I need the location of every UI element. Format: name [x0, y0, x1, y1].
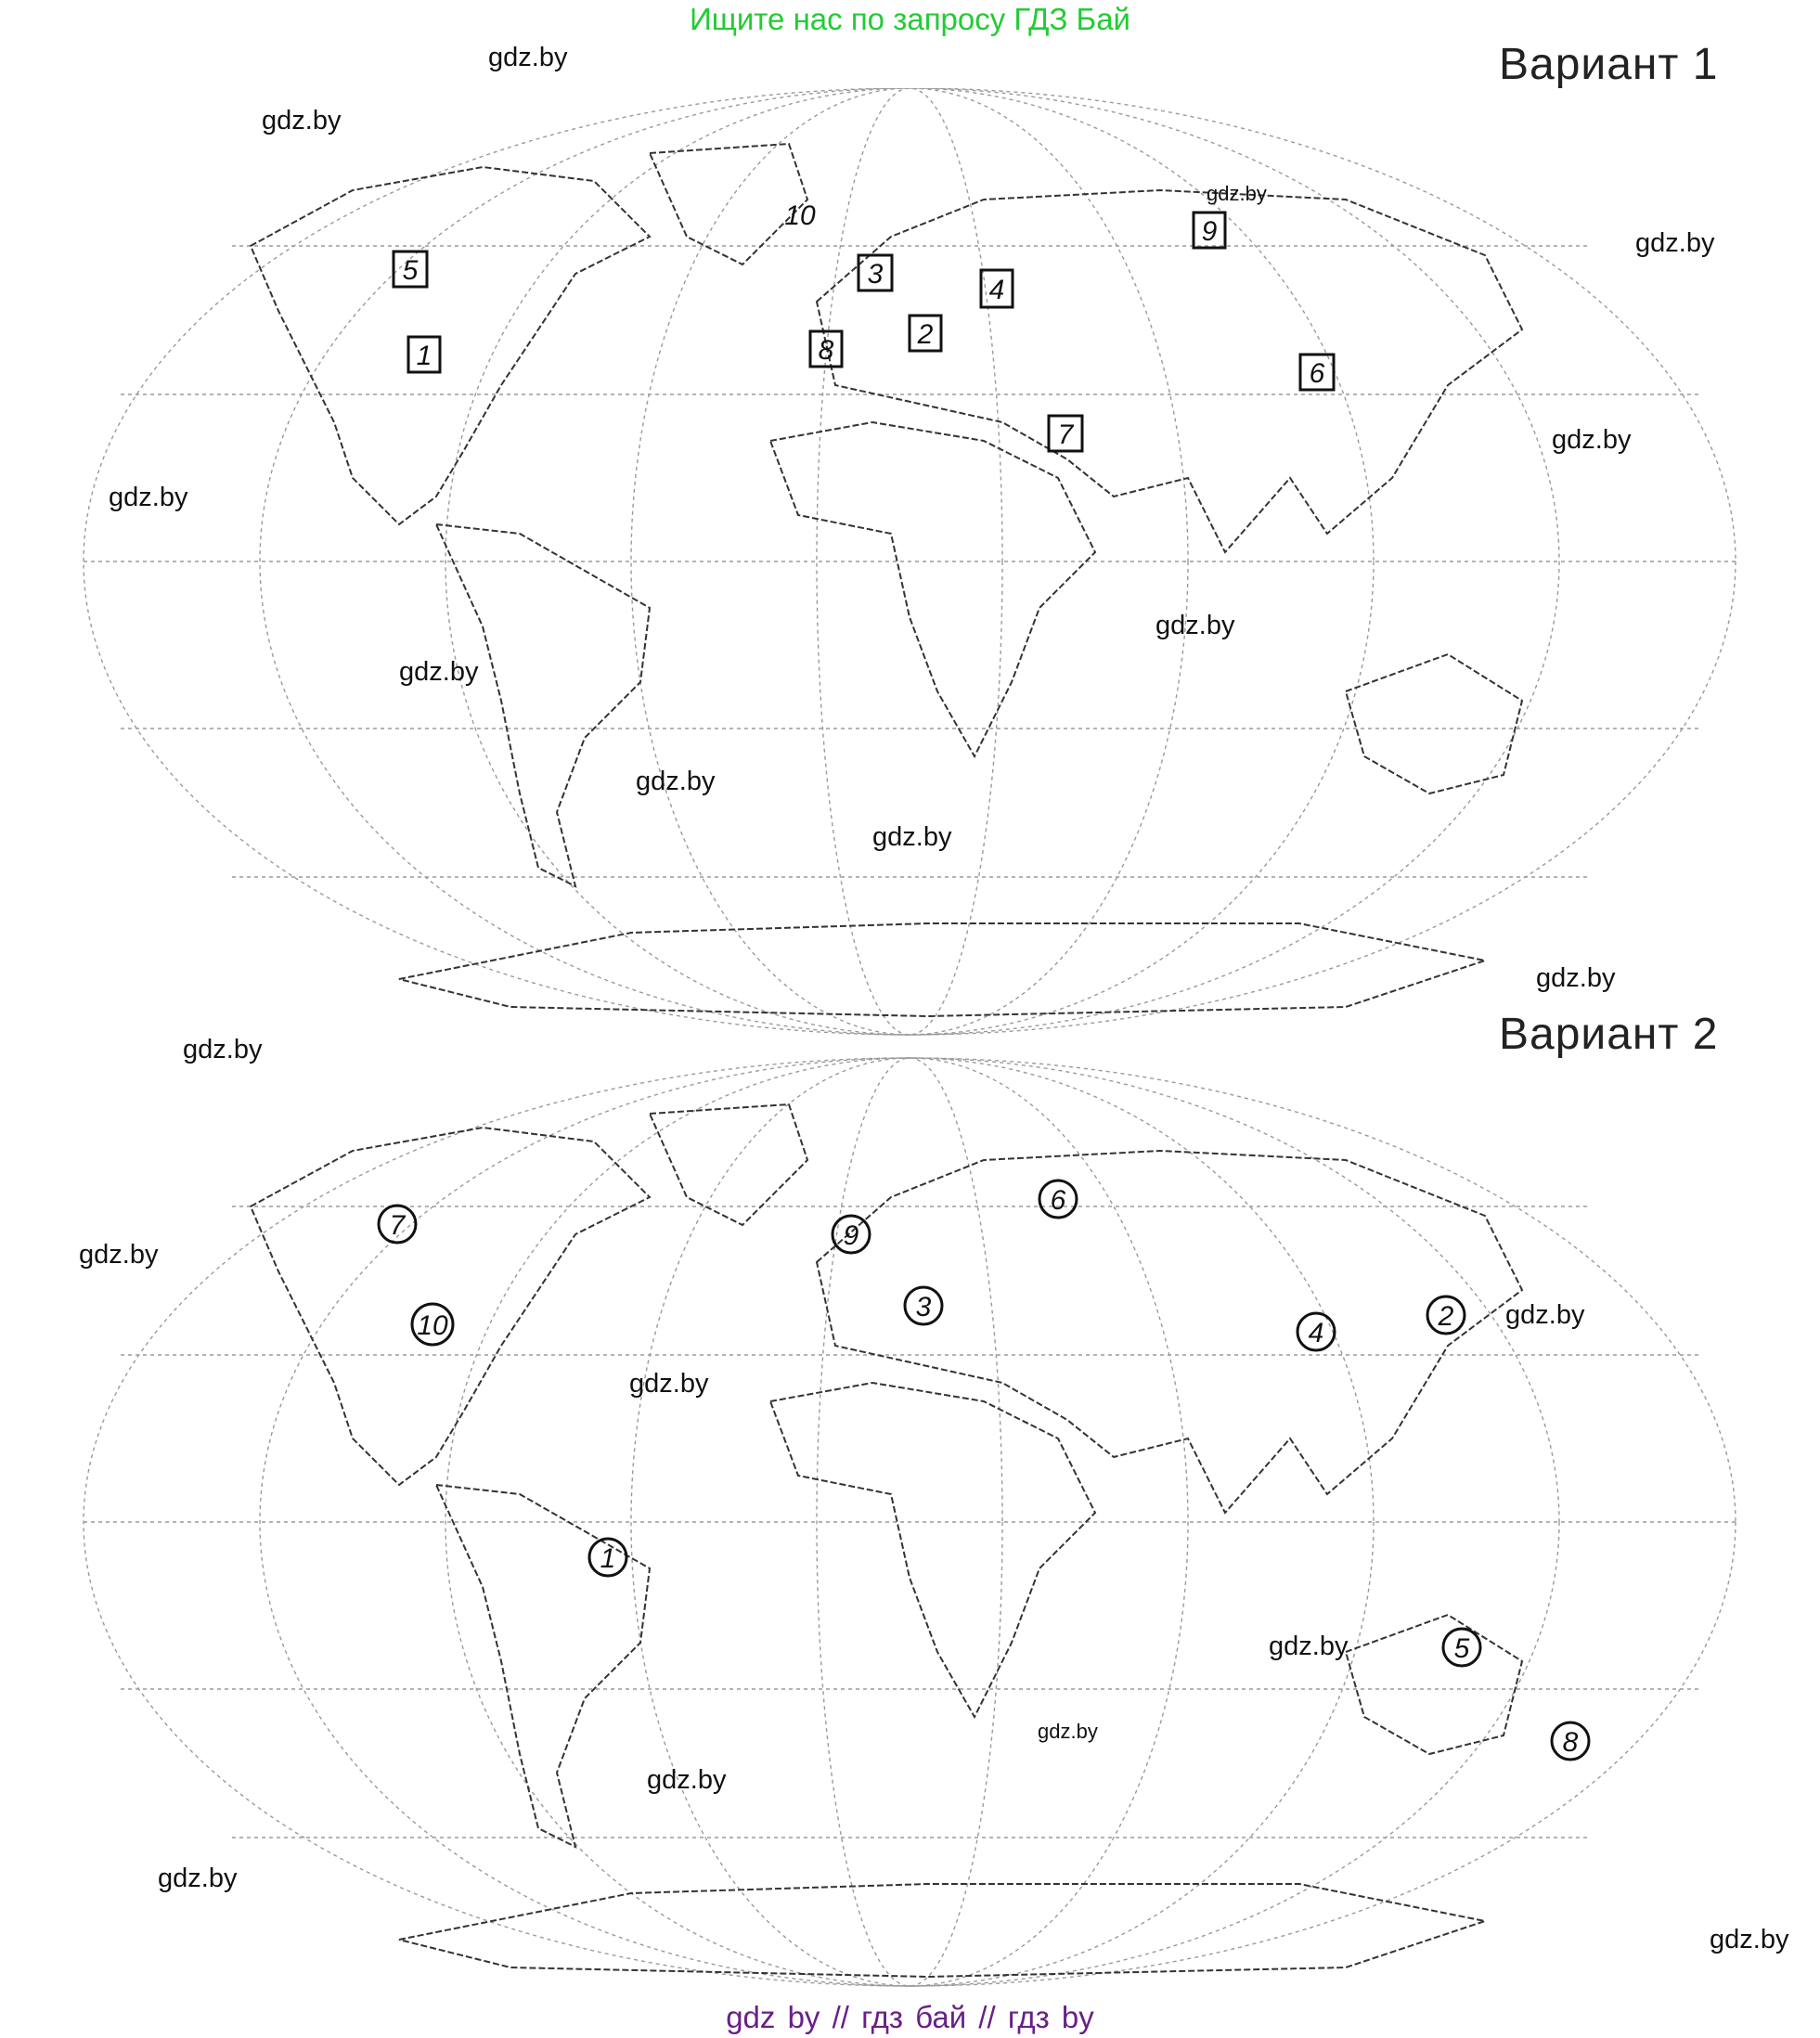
svg-text:7: 7 — [1057, 419, 1074, 450]
marker-10 — [412, 1304, 453, 1345]
south-america — [436, 1485, 650, 1847]
svg-text:7: 7 — [389, 1210, 406, 1241]
europe-asia — [817, 1151, 1522, 1513]
svg-text:8: 8 — [818, 335, 834, 366]
watermark: gdz.by — [1536, 963, 1616, 993]
europe-asia — [817, 190, 1522, 552]
australia — [1346, 654, 1522, 793]
watermark: gdz.by — [647, 1765, 727, 1795]
marker-4 — [981, 270, 1013, 307]
svg-text:6: 6 — [1309, 358, 1325, 389]
marker-9 — [1194, 213, 1225, 248]
marker-8 — [810, 331, 842, 367]
marker-2 — [910, 316, 941, 351]
marker-6 — [1039, 1180, 1077, 1218]
marker-3 — [905, 1287, 942, 1324]
watermark: gdz.by — [158, 1864, 238, 1893]
marker-6 — [1300, 355, 1334, 390]
watermark: gdz.by — [1710, 1925, 1789, 1954]
svg-text:3: 3 — [867, 259, 884, 290]
variant-1-title: Вариант 1 — [1499, 40, 1719, 89]
svg-text:1: 1 — [416, 341, 432, 371]
watermark: gdz.by — [1552, 425, 1632, 455]
marker-1 — [408, 337, 440, 372]
watermark: gdz.by — [79, 1240, 159, 1270]
watermark: gdz.by — [399, 657, 479, 687]
variant-2-title: Вариант 2 — [1499, 1010, 1719, 1059]
watermark: gdz.by — [183, 1035, 263, 1064]
watermark: gdz.by — [109, 483, 188, 512]
world-map-variant-1 — [0, 88, 1820, 1100]
svg-text:2: 2 — [1438, 1301, 1454, 1332]
markers-variant-2 — [379, 1180, 1589, 1760]
marker-1 — [589, 1539, 626, 1576]
watermark: gdz.by — [1269, 1632, 1349, 1661]
marker-7 — [379, 1206, 416, 1243]
marker-5 — [394, 252, 427, 287]
marker-7 — [1049, 416, 1082, 451]
bottom-banner: gdz by // гдз бай // гдз by — [726, 2000, 1094, 2034]
continents — [251, 144, 1522, 1016]
marker-10 — [784, 200, 816, 231]
watermark: gdz.by — [1207, 182, 1267, 205]
svg-text:3: 3 — [915, 1292, 932, 1322]
marker-9 — [833, 1216, 870, 1253]
marker-2 — [1427, 1296, 1465, 1334]
svg-text:2: 2 — [917, 319, 934, 350]
continents — [251, 1104, 1522, 1977]
svg-text:9: 9 — [1201, 216, 1218, 247]
top-banner: Ищите нас по запросу ГДЗ Бай — [690, 2, 1130, 36]
marker-4 — [1297, 1313, 1335, 1350]
australia — [1346, 1615, 1522, 1754]
watermark: gdz.by — [872, 822, 952, 852]
antarctica — [399, 1884, 1485, 1977]
world-map-variant-2 — [0, 1049, 1820, 2014]
watermark: gdz.by — [1155, 611, 1235, 640]
markers-variant-1 — [394, 200, 1334, 451]
svg-text:9: 9 — [843, 1220, 859, 1251]
africa — [770, 422, 1095, 756]
svg-text:4: 4 — [1308, 1318, 1324, 1348]
marker-5 — [1443, 1629, 1480, 1666]
svg-text:5: 5 — [1453, 1633, 1470, 1664]
watermark: gdz.by — [1505, 1300, 1585, 1330]
watermark: gdz.by — [636, 767, 716, 796]
svg-text:6: 6 — [1050, 1185, 1066, 1216]
svg-text:5: 5 — [402, 255, 419, 286]
svg-text:10: 10 — [417, 1310, 448, 1341]
marker-3 — [858, 255, 892, 290]
svg-text:1: 1 — [600, 1543, 616, 1574]
north-america — [251, 1128, 650, 1485]
north-america — [251, 167, 650, 524]
antarctica — [399, 923, 1485, 1016]
svg-text:8: 8 — [1562, 1727, 1579, 1758]
watermark: gdz.by — [488, 43, 568, 72]
south-america — [436, 524, 650, 886]
watermark: gdz.by — [629, 1369, 709, 1399]
map-grid — [84, 88, 1736, 1035]
marker-8 — [1552, 1722, 1589, 1760]
watermark: gdz.by — [262, 106, 342, 135]
svg-text:4: 4 — [988, 275, 1005, 305]
watermark: gdz.by — [1038, 1720, 1098, 1743]
svg-text:10: 10 — [784, 200, 816, 231]
watermark: gdz.by — [1635, 228, 1715, 258]
map-grid — [84, 1058, 1736, 1986]
